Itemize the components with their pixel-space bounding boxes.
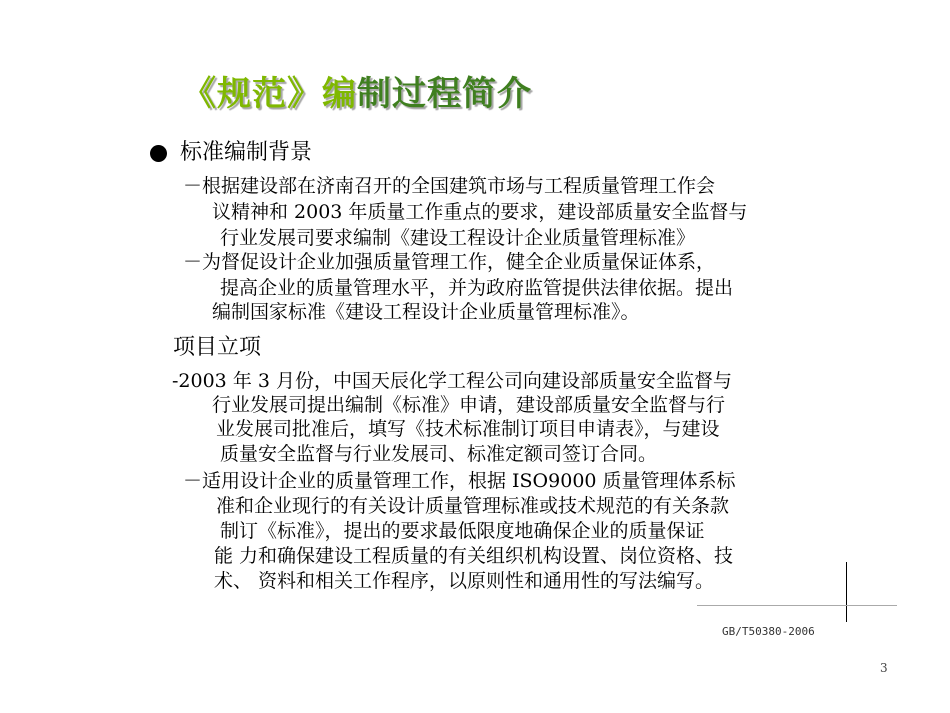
slide-title [182, 66, 532, 115]
section2-line: 能 力和确保建设工程质量的有关组织机构设置、岗位资格、技 [214, 545, 734, 567]
title-part-1: 《规范》编 [182, 74, 357, 114]
standard-code: GB/T50380-2006 [722, 625, 815, 638]
section1-line: 行业发展司要求编制《建设工程设计企业质量管理标准》 [220, 227, 696, 249]
section1-line: －为督促设计企业加强质量管理工作，健全企业质量保证体系， [183, 251, 716, 273]
section1-line: 议精神和 2003 年质量工作重点的要求，建设部质量安全监督与 [212, 201, 748, 223]
section1-line: 编制国家标准《建设工程设计企业质量管理标准》。 [212, 301, 640, 323]
section1-line: －根据建设部在济南召开的全国建筑市场与工程质量管理工作会 [183, 175, 716, 197]
bullet-icon [150, 145, 167, 162]
section2-line: -2003 年 3 月份，中国天辰化学工程公司向建设部质量安全监督与 [172, 370, 732, 392]
section2-line: －适用设计企业的质量管理工作，根据 ISO9000 质量管理体系标 [183, 470, 736, 492]
section1-heading: 标准编制背景 [180, 140, 313, 165]
section1-line: 提高企业的质量管理水平，并为政府监管提供法律依据。提出 [220, 277, 734, 299]
section2-line: 质量安全监督与行业发展司、标准定额司签订合同。 [220, 443, 658, 465]
section2-line: 行业发展司提出编制《标准》申请，建设部质量安全监督与行 [212, 394, 726, 416]
title-part-2: 制过程简介 [357, 74, 532, 114]
section2-line: 业发展司批准后，填写《技术标准制订项目申请表》，与建设 [216, 418, 720, 440]
section2-line: 准和企业现行的有关设计质量管理标准或技术规范的有关条款 [216, 495, 730, 517]
footer-divider-horizontal [697, 605, 897, 606]
page-number: 3 [880, 661, 888, 675]
footer-divider-vertical [846, 562, 847, 622]
section2-line: 制订《标准》，提出的要求最低限度地确保企业的质量保证 [220, 520, 705, 542]
section2-heading: 项目立项 [173, 335, 262, 360]
section2-line: 术、 资料和相关工作程序，以原则性和通用性的写法编写。 [214, 570, 715, 592]
